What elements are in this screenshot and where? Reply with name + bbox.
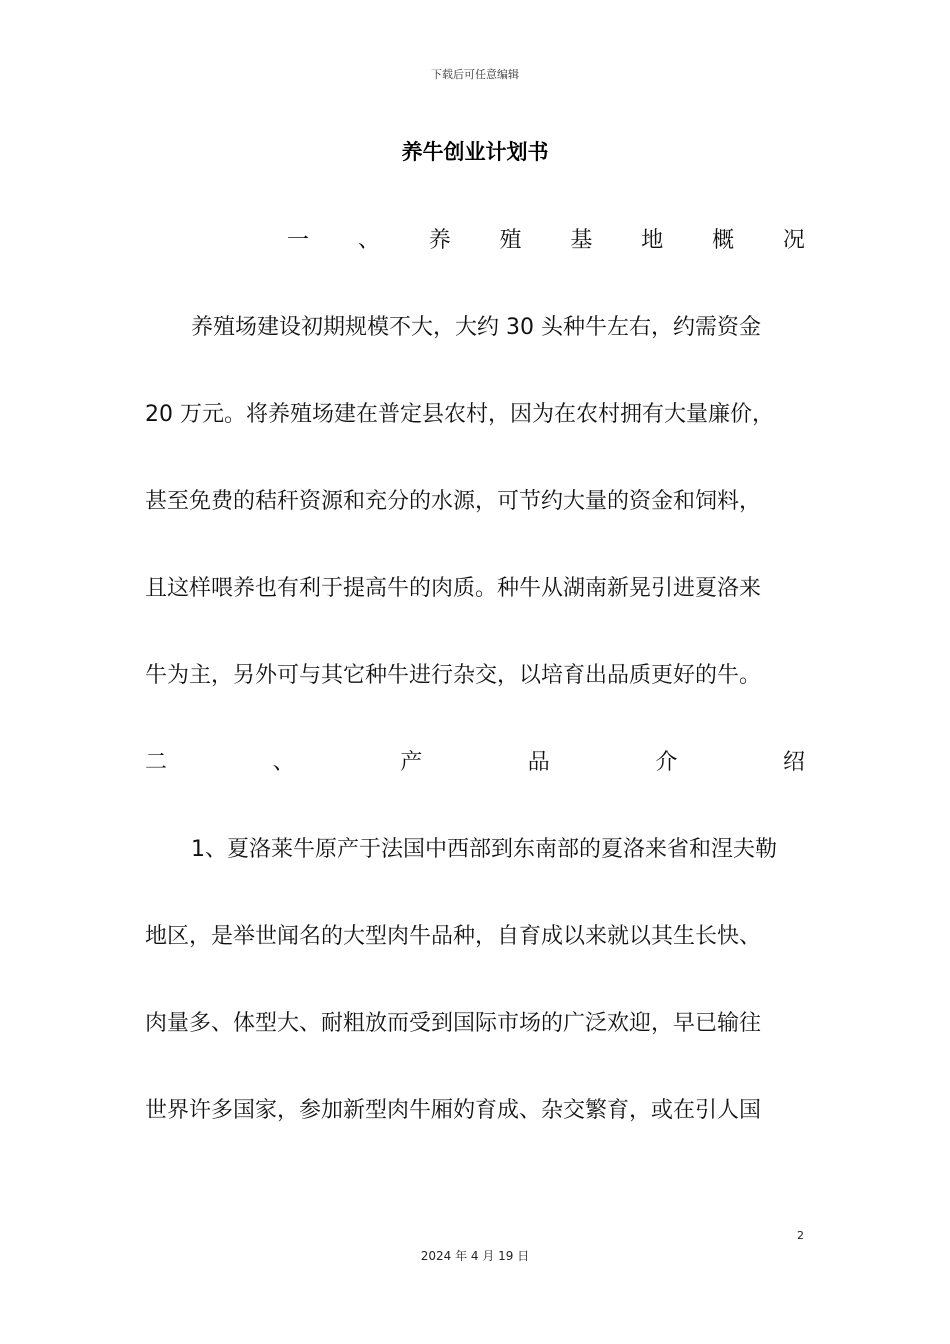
paragraph-line: 世界许多国家，参加新型肉牛厢妁育成、杂交繁育，或在引人国 [145, 1098, 762, 1123]
heading-char: 、 [357, 228, 380, 253]
page-number: 2 [797, 1229, 804, 1242]
heading-char: 绍 [782, 750, 805, 775]
heading-char: 一 [287, 228, 310, 253]
heading-char: 地 [641, 228, 664, 253]
heading-char: 殖 [499, 228, 522, 253]
footer-date: 2024 年 4 月 19 日 [420, 1249, 530, 1263]
paragraph-line: 1、夏洛莱牛原产于法国中西部到东南部的夏洛来省和涅夫勒 [191, 837, 777, 862]
heading-char: 、 [272, 750, 295, 775]
paragraph-line: 且这样喂养也有利于提高牛的肉质。种牛从湖南新晃引进夏洛来 [145, 576, 762, 601]
paragraph-line: 肉量多、体型大、耐粗放而受到国际市场的广泛欢迎，早已输往 [145, 1011, 762, 1036]
heading-char: 二 [145, 750, 168, 775]
heading-char: 养 [428, 228, 451, 253]
paragraph-line: 牛为主，另外可与其它种牛进行杂交，以培育出品质更好的牛。 [145, 663, 762, 688]
document-title: 养牛创业计划书 [401, 140, 549, 164]
heading-char: 基 [570, 228, 593, 253]
heading-char: 况 [782, 228, 805, 253]
heading-char: 品 [527, 750, 550, 775]
header-note: 下载后可任意编辑 [431, 68, 519, 81]
paragraph-line: 地区，是举世闻名的大型肉牛品种，自育成以来就以其生长快、 [145, 924, 762, 949]
paragraph-line: 养殖场建设初期规模不大，大约 30 头种牛左右，约需资金 [191, 315, 761, 340]
heading-char: 概 [712, 228, 735, 253]
heading-char: 介 [655, 750, 678, 775]
paragraph-line: 20 万元。将养殖场建在普定县农村，因为在农村拥有大量廉价， [145, 402, 774, 427]
section-heading-2 [145, 748, 805, 778]
paragraph-line: 甚至免费的秸秆资源和充分的水源，可节约大量的资金和饲料， [145, 489, 762, 514]
heading-char: 产 [400, 750, 423, 775]
section-heading-1 [145, 226, 805, 256]
